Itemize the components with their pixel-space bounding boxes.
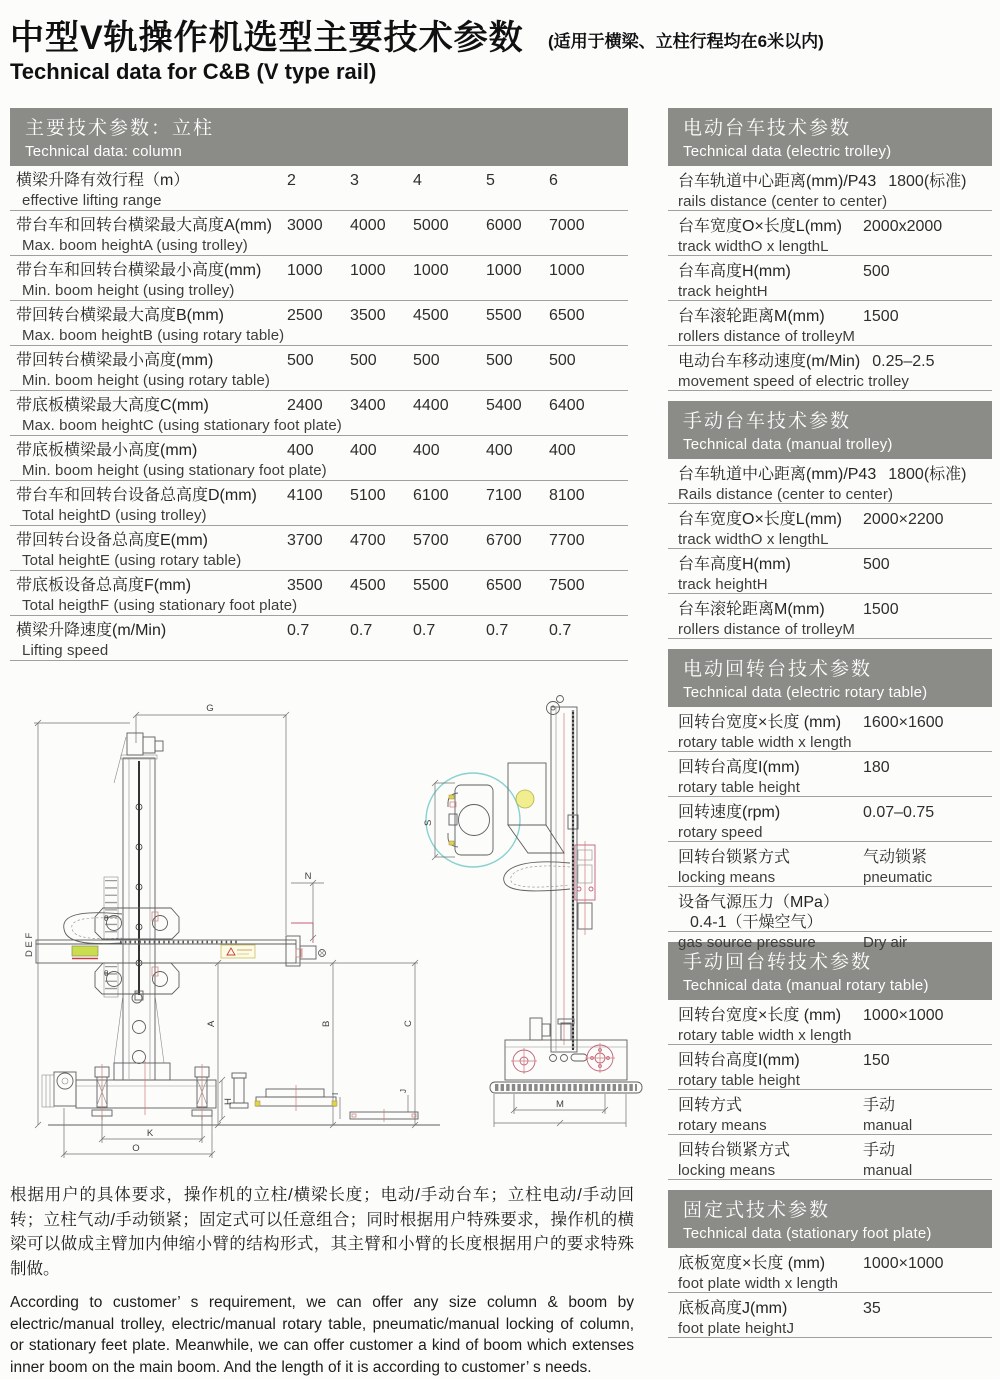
notes-en: According to customer’ s requirement, we can offer any size column & boom by electric/manual trolley, electric/manual rotary table, pneumatic/manual locking of column, or stationary feet plate. Meanwhile, we can offer customer a kind of boom which extenses inner boom on the main boom. And the length of it is according to customer’ s needs.: [10, 1294, 634, 1376]
row-label-zh: 回转台锁紧方式: [678, 1142, 791, 1159]
row-value: 7100: [486, 487, 522, 504]
table-row: [668, 301, 992, 346]
row-label-en: Max. boom heightB (using rotary table): [22, 327, 285, 344]
row-value: 5500: [413, 577, 449, 594]
side-table-rows: [668, 1248, 992, 1338]
table-row: [668, 1248, 992, 1293]
dim-label-i: I: [331, 1092, 340, 1095]
row-value: 400: [549, 442, 576, 459]
dim-label-o: O: [132, 1143, 140, 1154]
row-value: 400: [486, 442, 513, 459]
row-value: 400: [413, 442, 440, 459]
row-label-zh: 回转方式: [678, 1097, 743, 1114]
row-label-zh: 台车滚轮距离M(mm): [678, 308, 825, 325]
row-label-en: foot plate heightJ: [678, 1320, 795, 1337]
row-label-en: effective lifting range: [22, 192, 162, 209]
row-value: 5100: [350, 487, 386, 504]
row-label-zh: 回转台宽度×长度 (mm): [678, 714, 842, 731]
row-value: 4500: [350, 577, 386, 594]
notes-zh: 根据用户的具体要求，操作机的立柱/横梁长度；电动/手动台车；立柱电动/手动回转；立柱气动/手动锁紧；固定式可以任意组合；同时根据用户特殊要求，操作机的横梁可以做成主臂加内伸缩小臂的结构形式，其主臂和小臂的长度根据用户的要求特殊制做。: [10, 1186, 634, 1278]
main-table-rows: [10, 166, 628, 661]
side-view: [490, 696, 642, 1128]
side-table-header-zh: 手动回台转技术参数: [683, 952, 873, 973]
row-value: 3400: [350, 397, 386, 414]
table-row: [10, 391, 628, 436]
row-value: 3500: [287, 577, 323, 594]
main-table-header: [10, 108, 628, 166]
table-row: [668, 797, 992, 842]
row-value: 2500: [287, 307, 323, 324]
side-table-manual-trolley: [668, 401, 992, 639]
table-row: [10, 346, 628, 391]
side-table-header: [668, 942, 992, 1000]
dim-label-k: K: [146, 1128, 154, 1139]
row-value: 0.7: [413, 622, 436, 639]
dim-label-a: A: [206, 1020, 217, 1027]
row-value: 1800(标准): [888, 466, 967, 483]
row-value: 7500: [549, 577, 585, 594]
table-row: [10, 526, 628, 571]
table-row: [10, 571, 628, 616]
row-label-zh: 横梁升降速度(m/Min): [16, 622, 167, 639]
chain-track: [490, 1082, 642, 1093]
row-value: 500: [350, 352, 377, 369]
row-value: 6400: [549, 397, 585, 414]
main-table-header-en: Technical data: column: [25, 143, 182, 160]
row-value: 1000×1000: [863, 1255, 944, 1272]
row-label-en: gas source pressure: [678, 934, 816, 951]
table-row: [10, 166, 628, 211]
boom-end-feeder: [286, 923, 326, 966]
table-row: [668, 1293, 992, 1338]
table-row: [668, 211, 992, 256]
row-value: 5000: [413, 217, 449, 234]
row-value: 2000×2200: [863, 511, 944, 528]
table-row: [668, 1090, 992, 1135]
side-table-electric-trolley: [668, 108, 992, 391]
row-value: 6000: [486, 217, 522, 234]
main-column: [10, 108, 628, 661]
row-label-zh: 设备气源压力（MPa）: [678, 894, 839, 911]
row-value: 4100: [287, 487, 323, 504]
row-label-en: rails distance (center to center): [678, 193, 888, 210]
row-label-en: foot plate width x length: [678, 1275, 839, 1292]
table-row: [668, 459, 992, 504]
side-table-rows: [668, 1000, 992, 1180]
row-value-en: manual: [863, 1117, 913, 1134]
detail-view: [423, 773, 520, 867]
row-label-zh: 带回转台横梁最小高度(mm): [16, 352, 214, 369]
side-table-header-en: Technical data (manual trolley): [683, 436, 893, 453]
page-title: 中型V轨操作机选型主要技术参数: [10, 19, 524, 57]
row-value: 4500: [413, 307, 449, 324]
dim-label-m: M: [556, 1099, 564, 1110]
table-row: [10, 616, 628, 661]
row-label-en: Lifting speed: [22, 642, 109, 659]
brand-label: [72, 946, 98, 956]
row-value: 500: [863, 263, 890, 280]
row-label-zh: 底板宽度×长度 (mm): [678, 1255, 826, 1272]
row-label-en: Total heightE (using rotary table): [22, 552, 242, 569]
row-value: 4000: [350, 217, 386, 234]
row-value: 0.7: [486, 622, 509, 639]
row-value: 手动: [863, 1097, 896, 1114]
row-value: 500: [486, 352, 513, 369]
row-value: 6700: [486, 532, 522, 549]
row-label-zh: 台车轨道中心距离(mm)/P43: [678, 173, 877, 190]
row-label-zh: 带底板横梁最小高度(mm): [16, 442, 198, 459]
row-value: 2400: [287, 397, 323, 414]
side-table-rows: [668, 459, 992, 639]
technical-drawing: [8, 695, 648, 1177]
table-row: [668, 256, 992, 301]
row-label-en: rollers distance of trolleyM: [678, 621, 856, 638]
table-row: [668, 842, 992, 887]
row-label-zh: 回转台宽度×长度 (mm): [678, 1007, 842, 1024]
side-table-manual-rotary: [668, 942, 992, 1180]
row-value: 500: [287, 352, 314, 369]
row-value: 6500: [549, 307, 585, 324]
row-value: 500: [413, 352, 440, 369]
theta-symbol: θ: [104, 914, 109, 923]
row-value: 150: [863, 1052, 890, 1069]
row-value: 5700: [413, 532, 449, 549]
side-table-header-zh: 固定式技术参数: [683, 1200, 831, 1221]
row-label-zh: 回转台高度I(mm): [678, 1052, 800, 1069]
row-value: 1600×1600: [863, 714, 944, 731]
row-value: 0.25–2.5: [872, 353, 935, 370]
table-row: [10, 436, 628, 481]
side-table-header: [668, 1190, 992, 1248]
row-label-en: Max. boom heightA (using trolley): [22, 237, 248, 254]
table-row: [668, 594, 992, 639]
row-label-zh: 电动台车移动速度(m/Min): [678, 353, 861, 370]
row-label-zh: 带台车和回转台设备总高度D(mm): [16, 487, 257, 504]
table-row: [668, 346, 992, 391]
row-value: 6: [549, 172, 558, 189]
page-subtitle: Technical data for C&B (V type rail): [10, 59, 377, 84]
row-label-en: rotary means: [678, 1117, 767, 1134]
row-label-en: Max. boom heightC (using stationary foot plate): [22, 417, 342, 434]
main-table-header-zh: 主要技术参数：立柱: [25, 118, 215, 139]
row-label-en: locking means: [678, 869, 776, 886]
table-row: [668, 549, 992, 594]
side-table-header-zh: 手动台车技术参数: [683, 411, 852, 432]
warning-label: [221, 945, 255, 958]
side-table-header-zh: 电动回转台技术参数: [683, 659, 873, 680]
row-value: 5: [486, 172, 495, 189]
side-base-trolley: [505, 1018, 627, 1080]
row-value: 1000: [486, 262, 522, 279]
boom: [36, 940, 296, 963]
table-row: [668, 752, 992, 797]
row-value: 400: [287, 442, 314, 459]
table-row: [668, 166, 992, 211]
row-label-en: movement speed of electric trolley: [678, 373, 909, 390]
row-value-en: Dry air: [863, 934, 908, 951]
row-value: 8100: [549, 487, 585, 504]
table-row: [668, 1000, 992, 1045]
side-table-rows: [668, 707, 992, 951]
row-value: 180: [863, 759, 890, 776]
row-label-en: rollers distance of trolleyM: [678, 328, 856, 345]
dim-label-n: N: [304, 871, 312, 882]
side-table-header: [668, 108, 992, 166]
row-label-zh: 台车高度H(mm): [678, 263, 791, 280]
row-label-en: rotary table height: [678, 779, 800, 796]
dim-label-c: C: [403, 1020, 414, 1027]
table-row: [10, 256, 628, 301]
row-label-en: Rails distance (center to center): [678, 486, 894, 503]
side-table-header-en: Technical data (electric trolley): [683, 143, 892, 160]
row-value: 4700: [350, 532, 386, 549]
row-label-zh: 带底板横梁最大高度C(mm): [16, 397, 209, 414]
row-label-zh: 回转台锁紧方式: [678, 849, 791, 866]
row-value: 2000x2000: [863, 218, 943, 235]
row-value: 7000: [549, 217, 585, 234]
row-value: 1500: [863, 601, 899, 618]
side-table-header-zh: 电动台车技术参数: [683, 118, 852, 139]
row-value: 35: [863, 1300, 881, 1317]
row-label-en: track heightH: [678, 576, 768, 593]
row-label-en: locking means: [678, 1162, 776, 1179]
row-label-en: Total heigthF (using stationary foot plate): [22, 597, 298, 614]
row-value: 3: [350, 172, 359, 189]
row-value: 500: [549, 352, 576, 369]
row-value: 1000: [413, 262, 449, 279]
row-label-zh: 带回转台横梁最大高度B(mm): [16, 307, 224, 324]
row-label-en: rotary speed: [678, 824, 763, 841]
side-table-header-en: Technical data (stationary foot plate): [683, 1225, 932, 1242]
side-table-stationary-plate: [668, 1190, 992, 1338]
row-label-zh: 带底板设备总高度F(mm): [16, 577, 192, 594]
row-label-zh: 回转速度(rpm): [678, 804, 781, 821]
table-row: [10, 301, 628, 346]
table-row: [668, 1045, 992, 1090]
row-value: 1800(标准): [888, 173, 967, 190]
row-value: 7700: [549, 532, 585, 549]
row-label-zh: 带台车和回转台横梁最大高度A(mm): [16, 217, 272, 234]
side-table-header-en: Technical data (manual rotary table): [683, 977, 929, 994]
row-value-en: pneumatic: [863, 869, 933, 886]
side-column: [668, 108, 992, 1348]
row-value: 气动锁紧: [863, 849, 928, 866]
row-label-zh: 台车轨道中心距离(mm)/P43: [678, 466, 877, 483]
row-value-en: manual: [863, 1162, 913, 1179]
row-label-en: rotary table height: [678, 1072, 800, 1089]
row-value: 1500: [863, 308, 899, 325]
table-row: [668, 707, 992, 752]
side-table-header-en: Technical data (electric rotary table): [683, 684, 928, 701]
row-value: 1000×1000: [863, 1007, 944, 1024]
row-value: 1000: [287, 262, 323, 279]
row-value: 0.7: [287, 622, 310, 639]
row-value: 4400: [413, 397, 449, 414]
dim-label-j: J: [399, 1089, 408, 1093]
side-table-electric-rotary: [668, 649, 992, 951]
side-table-header: [668, 649, 992, 707]
dim-label-s: S: [423, 819, 434, 826]
row-value: 手动: [863, 1142, 896, 1159]
row-label-en: track heightH: [678, 283, 768, 300]
row-label-zh: 台车高度H(mm): [678, 556, 791, 573]
row-value: 5400: [486, 397, 522, 414]
row-value: 400: [350, 442, 377, 459]
page-title-note: (适用于横梁、立柱行程均在6米以内): [548, 32, 824, 51]
side-table-header: [668, 401, 992, 459]
dim-label-b: B: [321, 1020, 332, 1027]
row-value: 3000: [287, 217, 323, 234]
row-label-zh: 台车滚轮距离M(mm): [678, 601, 825, 618]
theta-symbol: θ: [104, 969, 109, 978]
table-row: [10, 481, 628, 526]
row-label-zh: 回转台高度I(mm): [678, 759, 800, 776]
dim-label-def: D E F: [24, 932, 35, 957]
row-label-en: Total heightD (using trolley): [22, 507, 207, 524]
row-value: 1000: [350, 262, 386, 279]
row-label-zh: 底板高度J(mm): [678, 1300, 788, 1317]
row-value: 2: [287, 172, 296, 189]
side-table-rows: [668, 166, 992, 391]
table-row: [668, 887, 992, 951]
row-value: 500: [863, 556, 890, 573]
dim-label-h: H: [223, 1098, 234, 1105]
row-value: 0.07–0.75: [863, 804, 935, 821]
row-label-en: track widthO x lengthL: [678, 531, 829, 548]
row-value: 0.7: [350, 622, 373, 639]
table-row: [10, 211, 628, 256]
row-label-en: Min. boom height (using stationary foot plate): [22, 462, 327, 479]
row-value: 1000: [549, 262, 585, 279]
row-value: 6500: [486, 577, 522, 594]
row-value: 0.4-1（干燥空气）: [690, 914, 823, 931]
row-label-zh: 带台车和回转台横梁最小高度(mm): [16, 262, 262, 279]
row-label-zh: 横梁升降有效行程（m）: [16, 172, 190, 189]
row-label-zh: 台车宽度O×长度L(mm): [678, 511, 843, 528]
table-row: [668, 504, 992, 549]
row-value: 5500: [486, 307, 522, 324]
row-label-en: rotary table width x length: [678, 734, 852, 751]
row-value: 6100: [413, 487, 449, 504]
foot-plate-view: [350, 1089, 418, 1122]
row-label-en: track widthO x lengthL: [678, 238, 829, 255]
row-value: 3700: [287, 532, 323, 549]
row-label-zh: 带回转台设备总高度E(mm): [16, 532, 208, 549]
front-view: [24, 703, 440, 1158]
row-label-en: Min. boom height (using trolley): [22, 282, 235, 299]
row-value: 4: [413, 172, 422, 189]
rotary-table-view: [230, 1073, 340, 1119]
table-row: [668, 1135, 992, 1180]
row-value: 0.7: [549, 622, 572, 639]
dim-label-g: G: [206, 703, 214, 714]
row-label-en: rotary table width x length: [678, 1027, 852, 1044]
row-label-zh: 台车宽度O×长度L(mm): [678, 218, 843, 235]
row-label-en: Min. boom height (using rotary table): [22, 372, 270, 389]
row-value: 3500: [350, 307, 386, 324]
